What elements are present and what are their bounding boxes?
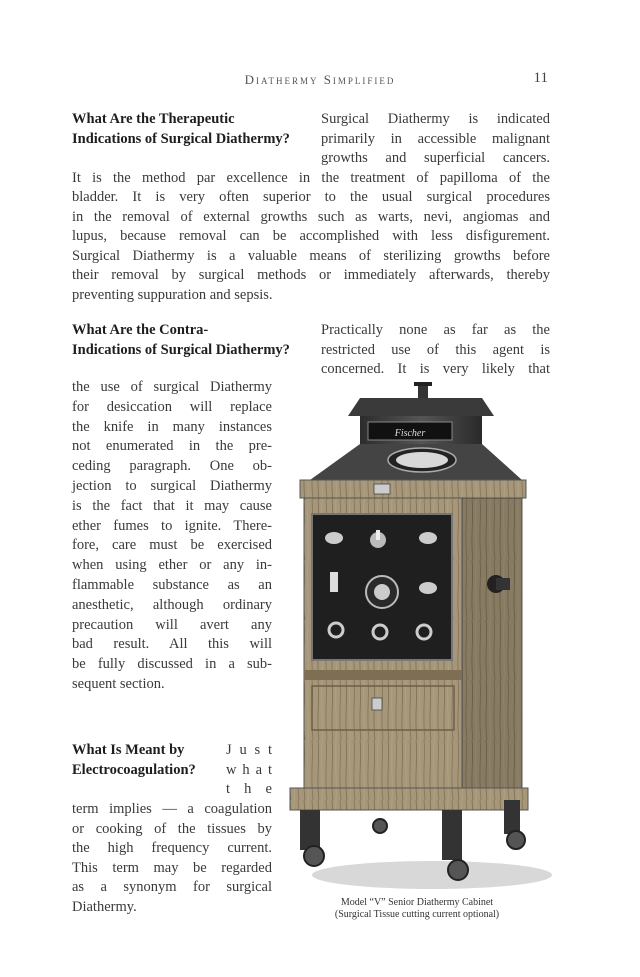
cabinet-side-shade	[462, 498, 522, 806]
section1-body	[72, 169, 550, 306]
section1-body-line: Surgical Diathermy is a valuable means of sterilizing growths before	[72, 247, 550, 264]
figure-caption-line: (Surgical Tissue cutting current optional)	[334, 909, 500, 920]
section1-body-line: bladder. It is very often superior to the usual surgical procedures	[72, 189, 550, 205]
running-head: Diathermy Simplified	[244, 72, 396, 87]
floor-shadow	[312, 861, 552, 889]
section1-side-text	[321, 110, 550, 169]
side-handle-grip	[496, 578, 510, 590]
section2-body-line: anesthetic, although ordinary	[72, 596, 272, 613]
panel-lever-icon	[330, 572, 338, 592]
caster-wheel-icon	[448, 860, 468, 880]
section1-heading-line: Indications of Surgical Diathermy?	[72, 130, 290, 147]
front-right-leg	[442, 810, 462, 860]
section3-side-line: J u s t	[226, 742, 272, 758]
section3-heading-line: What Is Meant by	[72, 742, 185, 758]
back-right-leg	[504, 800, 520, 834]
section2-side-line: Practically none as far as the	[321, 322, 550, 338]
figure-caption	[284, 897, 550, 921]
meter-face	[396, 452, 448, 468]
panel-switch-icon	[325, 532, 343, 544]
panel-knob-pointer	[376, 530, 380, 540]
section2-body-line: fore, care must be exercised	[72, 537, 272, 554]
diathermy-cabinet-illustration	[282, 380, 552, 898]
section3-side-line: w h a t	[226, 761, 272, 778]
section3-body-line: This term may be regarded	[72, 859, 272, 876]
section2-side-line: restricted use of this agent is	[321, 341, 550, 358]
caster-wheel-icon	[373, 819, 387, 833]
caster-wheel-icon	[304, 846, 324, 866]
section1-body-line: preventing suppuration and sepsis.	[72, 286, 273, 303]
cabinet-divider	[304, 670, 462, 680]
section2-body-line: is the fact that it may cause	[72, 497, 272, 514]
top-knob	[418, 384, 428, 398]
section2-body-line: be fully discussed in a sub-	[72, 656, 272, 673]
section2-body-line: when using ether or any in-	[72, 557, 272, 574]
front-left-leg	[300, 810, 320, 850]
section2-body-line: ceding paragraph. One ob-	[72, 458, 272, 475]
section2-body-line: not enumerated in the pre-	[72, 438, 272, 455]
section1-heading	[72, 110, 322, 149]
cabinet-base	[290, 788, 528, 810]
panel-main-dial-center	[374, 584, 390, 600]
section1-side-line: Surgical Diathermy is indicated	[321, 111, 550, 127]
section2-body-line: for desiccation will replace	[72, 398, 272, 415]
section3-heading	[72, 741, 222, 780]
page-number: 11	[533, 70, 548, 86]
drawer-knob	[372, 698, 382, 710]
section2-body-line: the use of surgical Diathermy	[72, 379, 272, 395]
section1-body-line: their removal by surgical methods or immediately afterwards, thereby	[72, 267, 550, 283]
panel-switch-icon	[419, 532, 437, 544]
section1-body-line: It is the method par excellence in the treatment of papilloma of the	[72, 169, 550, 186]
section3-heading-line: Electrocoagulation?	[72, 761, 196, 778]
section3-side-line: t h e	[226, 781, 272, 797]
nameplate-text: Fischer	[394, 428, 426, 439]
cabinet-top-rim	[300, 480, 526, 498]
section2-heading-line: What Are the Contra-	[72, 322, 209, 338]
panel-switch-icon	[419, 582, 437, 594]
caster-wheel-icon	[507, 831, 525, 849]
section2-side-text	[321, 321, 550, 380]
section2-body-line: the knife in many instances	[72, 418, 272, 435]
section3-body	[72, 800, 272, 917]
section3-side-text	[226, 741, 272, 800]
hood-roof	[348, 398, 494, 416]
top-knob-cap	[414, 382, 432, 386]
section2-body-line: flammable substance as an	[72, 576, 272, 593]
section1-side-line: growths and superficial cancers.	[321, 150, 550, 166]
section1-body-line: lupus, because removal can be accomplished with less disfigurement.	[72, 228, 550, 244]
section1-heading-line: What Are the Therapeutic	[72, 111, 235, 127]
section2-body-line: sequent section.	[72, 675, 165, 692]
section1-side-line: primarily in accessible malignant	[321, 130, 550, 147]
section2-body-line: precaution will avert any	[72, 616, 272, 633]
section3-body-line: the high frequency current.	[72, 840, 272, 856]
section3-body-line: Diathermy.	[72, 898, 137, 915]
figure-caption-line: Model “V” Senior Diathermy Cabinet	[340, 897, 494, 908]
section3-body-line: term implies — a coagulation	[72, 801, 272, 817]
section2-heading	[72, 321, 322, 360]
section3-body-line: as a synonym for surgical	[72, 879, 272, 895]
section2-body-line: ether fumes to ignite. There-	[72, 517, 272, 534]
section2-heading-line: Indications of Surgical Diathermy?	[72, 341, 290, 358]
section2-side-line: concerned. It is very likely that	[321, 361, 550, 377]
top-latch	[374, 484, 390, 494]
section2-body	[72, 378, 272, 695]
section1-body-line: in the removal of external growths such as warts, nevi, angiomas and	[72, 208, 550, 225]
section2-body-line: jection to surgical Diathermy	[72, 477, 272, 494]
section2-body-line: bad result. All this will	[72, 636, 272, 653]
section3-body-line: or cooking of the tissues by	[72, 820, 272, 837]
